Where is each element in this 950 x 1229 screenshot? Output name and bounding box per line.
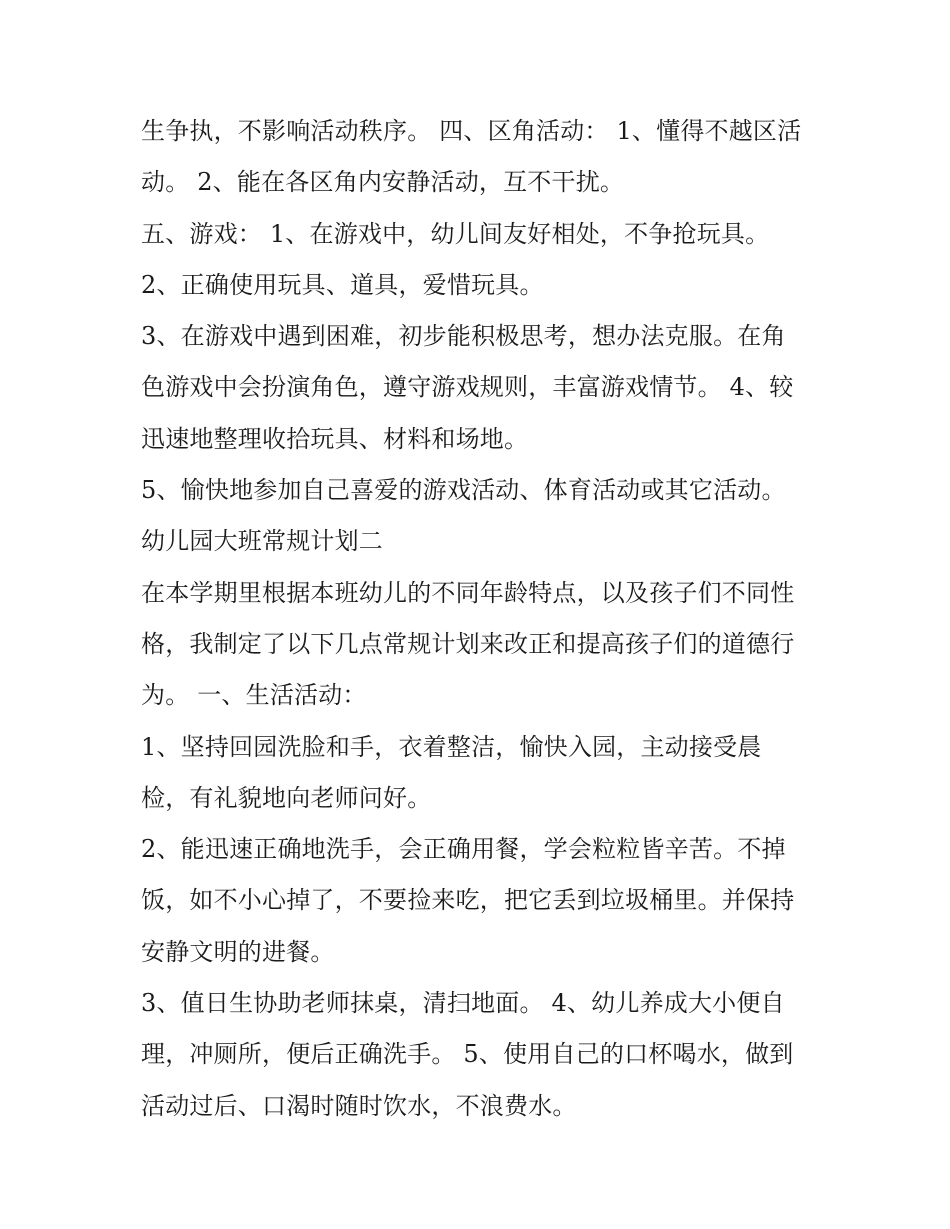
text-line: 理，冲厕所，便后正确洗手。 5、使用自己的口杯喝水，做到 (141, 1040, 794, 1069)
text-line: 1、坚持回园洗脸和手，衣着整洁，愉快入园，主动接受晨 (141, 732, 762, 761)
text-line: 3、在游戏中遇到困难，初步能积极思考，想办法克服。在角 (141, 322, 786, 351)
text-line: 在本学期里根据本班幼儿的不同年龄特点，以及孩子们不同性 (141, 578, 795, 607)
text-line: 2、正确使用玩具、道具，爱惜玩具。 (141, 270, 544, 299)
text-line: 生争执，不影响活动秩序。 四、区角活动： 1、懂得不越区活 (141, 117, 802, 145)
text-line: 五、游戏： 1、在游戏中，幼儿间友好相处，不争抢玩具。 (141, 219, 770, 248)
document-body (141, 106, 821, 1132)
text-line: 安静文明的进餐。 (141, 937, 335, 966)
text-line: 检，有礼貌地向老师问好。 (141, 783, 432, 812)
text-line: 迅速地整理收拾玩具、材料和场地。 (141, 424, 529, 453)
text-line: 饭，如不小心掉了，不要捡来吃，把它丢到垃圾桶里。并保持 (141, 886, 795, 915)
text-line: 为。 一、生活活动： (141, 681, 367, 710)
text-line: 动。 2、能在各区角内安静活动，互不干扰。 (141, 168, 625, 197)
text-line: 3、值日生协助老师抹桌，清扫地面。 4、幼儿养成大小便自 (141, 989, 785, 1018)
text-line: 格，我制定了以下几点常规计划来改正和提高孩子们的道德行 (141, 629, 795, 658)
text-line: 2、能迅速正确地洗手，会正确用餐，学会粒粒皆辛苦。不掉 (141, 835, 786, 864)
text-line: 活动过后、口渴时随时饮水，不浪费水。 (141, 1091, 577, 1120)
section-heading: 幼儿园大班常规计划二 (141, 527, 383, 556)
text-line: 色游戏中会扮演角色，遵守游戏规则，丰富游戏情节。 4、较 (141, 373, 794, 402)
text-line: 5、愉快地参加自己喜爱的游戏活动、体育活动或其它活动。 (141, 476, 786, 505)
